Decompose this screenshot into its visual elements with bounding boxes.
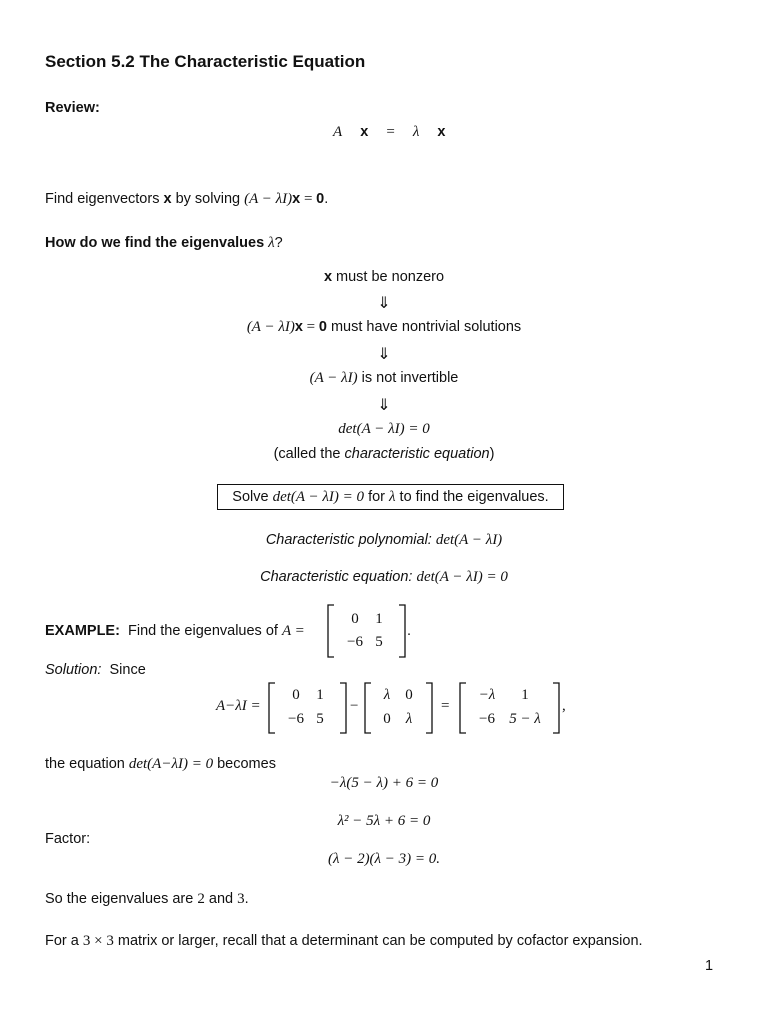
chain-line-1	[0, 269, 768, 285]
final-note-pre: For a	[45, 933, 83, 949]
find-eigenvectors-line	[45, 191, 328, 208]
example-line	[45, 623, 305, 640]
implies-arrow-1: ⇓	[377, 295, 391, 312]
solution-since: Since	[109, 662, 146, 678]
equation-line-1: −λ(5 − λ) + 6 = 0	[329, 775, 439, 791]
char-poly-line	[0, 532, 768, 549]
review-lambda: λ	[412, 124, 420, 140]
matrix-size: 3 × 3	[82, 933, 114, 949]
question-line	[45, 235, 283, 252]
vector-x: x	[163, 191, 172, 207]
solution-lhs: A−λI =	[216, 698, 261, 714]
a-minus-lambda-i: (A − λI)	[244, 191, 293, 207]
solution-line	[45, 662, 146, 678]
chain-line2-x: x	[294, 319, 303, 335]
conclusion-and: and	[204, 891, 238, 907]
final-note-post: matrix or larger, recall that a determinant can be computed by cofactor expansion.	[113, 933, 643, 949]
chain-line-5	[0, 446, 768, 462]
equation-line-3: (λ − 2)(λ − 3) = 0.	[327, 851, 441, 867]
final-note-line	[45, 933, 643, 950]
example-matrix-cell: 5	[375, 634, 383, 650]
find-eigenvectors-mid: by solving	[171, 191, 245, 207]
review-equals: =	[386, 124, 395, 140]
conclusion-end: .	[244, 891, 249, 907]
chain-line5-italic: characteristic equation	[344, 446, 490, 462]
page-title: Section 5.2 The Characteristic Equation	[45, 52, 366, 71]
example-matrix-cell: 1	[375, 611, 383, 627]
boxed-statement	[217, 484, 564, 510]
chain-line-3	[0, 370, 768, 387]
chain-line1-text: must be nonzero	[332, 269, 445, 285]
boxed-expr: det(A − λI) = 0	[272, 489, 365, 505]
chain-line5-post: )	[489, 446, 495, 462]
implies-arrow-2: ⇓	[377, 346, 391, 363]
char-poly-expr: det(A − λI)	[435, 532, 503, 548]
solution-m3-cell: −λ	[478, 687, 496, 703]
solution-matrix-3	[459, 682, 560, 734]
solution-m3-cell: 1	[521, 687, 529, 703]
factor-label: Factor:	[45, 831, 91, 847]
example-a-eq: A =	[281, 623, 305, 639]
equation-becomes-line	[45, 756, 276, 773]
eigenvalue-3: 3	[237, 891, 245, 907]
solution-matrix-2	[364, 682, 433, 734]
vector-x2: x	[292, 191, 301, 207]
boxed-lambda: λ	[389, 489, 396, 505]
chain-line3-expr: (A − λI)	[309, 370, 358, 386]
example-text: Find the eigenvalues of	[127, 623, 282, 639]
equals-sign: =	[300, 191, 317, 207]
example-period: .	[407, 623, 412, 639]
solution-m2-cell: 0	[405, 687, 413, 703]
chain-line2-zero: 0	[318, 319, 327, 335]
review-matrix-A: A	[333, 124, 343, 140]
review-label: Review:	[45, 100, 100, 116]
implies-arrow-3: ⇓	[377, 397, 391, 414]
solution-comma: ,	[562, 698, 566, 714]
solution-matrix-1	[268, 682, 347, 734]
solution-m1-cell: 1	[316, 687, 324, 703]
chain-line5-pre: (called the	[273, 446, 345, 462]
solution-minus: −	[350, 698, 359, 714]
equation-becomes-post: becomes	[213, 756, 276, 772]
char-eq-expr: det(A − λI) = 0	[416, 569, 508, 585]
char-eq-line	[0, 569, 768, 586]
chain-line3-text: is not invertible	[357, 370, 459, 386]
review-vector-x: x	[360, 124, 369, 140]
chain-line-2	[0, 319, 768, 336]
chain-line2-text: must have nontrivial solutions	[326, 319, 522, 335]
solution-m3-cell: 5 − λ	[509, 711, 541, 727]
eigenvalue-2: 2	[197, 891, 205, 907]
solution-equals: =	[441, 698, 450, 714]
solution-m2-cell: 0	[383, 711, 391, 727]
question-text: How do we find the eigenvalues	[45, 235, 269, 251]
solution-m1-cell: 0	[292, 687, 300, 703]
chain-line-4: det(A − λI) = 0	[338, 421, 430, 437]
zero-vector: 0	[316, 191, 325, 207]
chain-line2-eq: =	[302, 319, 319, 335]
char-poly-label: Characteristic polynomial:	[265, 532, 432, 548]
question-lambda: λ	[268, 235, 275, 251]
example-label: EXAMPLE:	[45, 623, 120, 639]
chain-vector-x: x	[323, 269, 333, 285]
boxed-post: to find the eigenvalues.	[395, 489, 549, 505]
solution-m1-cell: −6	[288, 711, 304, 727]
boxed-pre: Solve	[232, 489, 273, 505]
find-eigenvectors-prefix: Find eigenvectors	[45, 191, 164, 207]
review-vector-x2: x	[437, 124, 446, 140]
question-mark: ?	[274, 235, 283, 251]
solution-label: Solution:	[45, 662, 102, 678]
example-matrix-cell: −6	[347, 634, 363, 650]
page-number: 1	[705, 958, 714, 974]
example-matrix-cell: 0	[351, 611, 359, 627]
equation-becomes-expr: det(A−λI) = 0	[128, 756, 214, 772]
conclusion-pre: So the eigenvalues are	[45, 891, 198, 907]
solution-m1-cell: 5	[316, 711, 324, 727]
equation-becomes-pre: the equation	[45, 756, 129, 772]
boxed-mid: for	[364, 489, 390, 505]
example-matrix	[327, 604, 406, 658]
conclusion-line	[45, 891, 249, 908]
solution-m2-cell: λ	[383, 687, 391, 703]
solution-m3-cell: −6	[479, 711, 495, 727]
chain-line2-expr: (A − λI)	[246, 319, 295, 335]
equation-line-2: λ² − 5λ + 6 = 0	[337, 813, 431, 829]
solution-m2-cell: λ	[405, 711, 413, 727]
period: .	[324, 191, 329, 207]
review-equation	[333, 124, 445, 141]
char-eq-label: Characteristic equation:	[260, 569, 413, 585]
